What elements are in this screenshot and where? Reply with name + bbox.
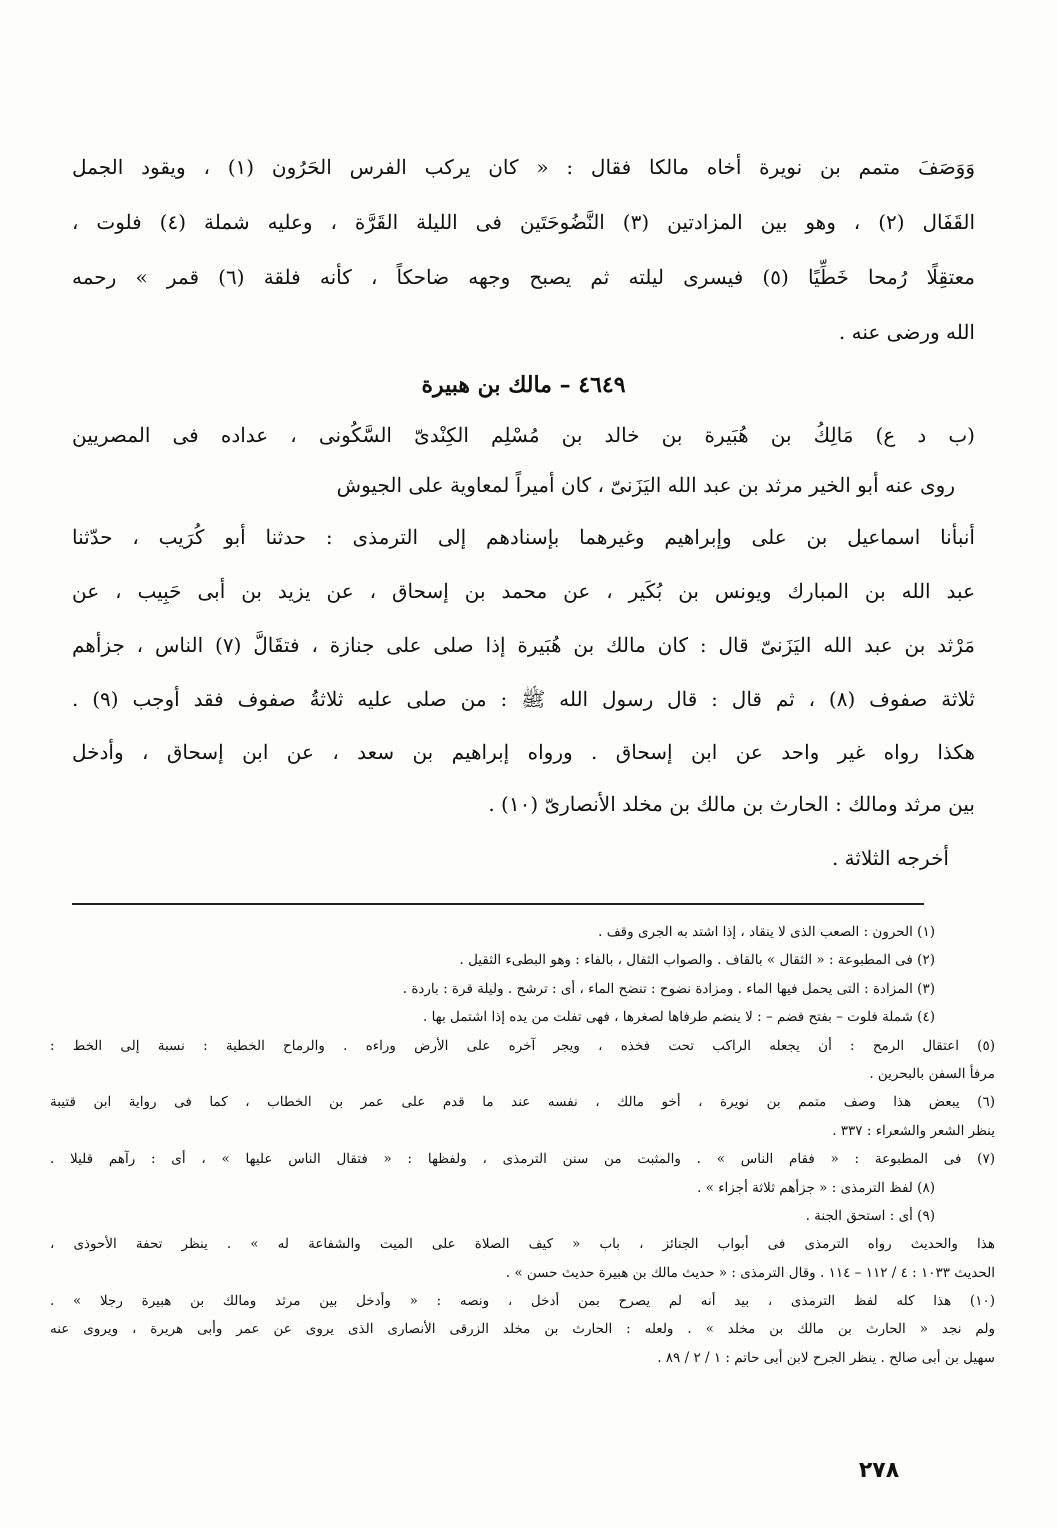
footnote-line: (١٠) هذا كله لفظ الترمذى ، بيد أنه لم يصرح بمن أدخل ، ونصه : « وأدخل بين مرثد ومالك بن هبيرة رجلا » . [50,1293,995,1310]
footnotes [50,918,995,1372]
footnote-divider [72,903,924,905]
text-line: مَرْثد بن عبد الله اليَزَنىّ قال : كان مالك بن هُبَيرة إذا صلى على جنازة ، فتقَالَّ (٧) الناس ، جزأهم [72,633,975,657]
footnote-line: (٧) فى المطبوعة : « فقام الناس » . والمثبت من سنن الترمذى ، ولفظها : « فتقال الناس عليها » ، أى : رآهم قليلا . [50,1151,995,1168]
text-line: بين مرثد ومالك : الحارث بن مالك بن مخلد الأنصارىّ (١٠) . [488,792,975,816]
footnote-line: (٥) اعتقال الرمح : أن يجعله الراكب تحت فخذه ، ويجر آخره على الأرض وراءه . والرماح الخطية : نسبة إلى الخط : [50,1037,995,1054]
main-text [72,140,975,886]
entry-heading: ٤٦٤٩ – مالك بن هبيرة [421,372,626,398]
footnote-line: ولم نجد « الحارث بن مالك بن مخلد » . ولعله : الحارث بن مخلد الزرقى الأنصارى الذى يروى عن عمر وأبى هريرة ، ويروى عنه [50,1321,995,1338]
text-line: روى عنه أبو الخير مرثد بن عبد الله اليَزَنىّ ، كان أميراً لمعاوية على الجيوش [336,473,955,497]
paragraph-description-of-malik [72,140,975,360]
page-number: ٢٧٨ [858,1458,900,1483]
text-line: وَوَصَفَ متمم بن نويرة أخاه مالكا فقال : « كان يركب الفرس الحَرُون (١) ، ويقود الجمل [72,155,975,179]
text-line: أنبأنا اسماعيل بن على وإبراهيم وغيرهما بإسنادهم إلى الترمذى : حدثنا أبو كُرَيب ، حدّثنا [72,525,975,549]
footnote-line: (٣) المزادة : التى يحمل فيها الماء . ومزادة نضوح : تنضح الماء ، أى : ترشح . وليلة قرة : باردة . [402,980,935,997]
text-line: عبد الله بن المبارك ويونس بن بُكَير ، عن محمد بن إسحاق ، عن يزيد بن أبى حَبِيب ، عن [72,579,975,603]
footnote-line: سهيل بن أبى صالح . ينظر الجرح لابن أبى حاتم : ١ / ٢ / ٨٩ . [657,1349,995,1366]
paragraph-entry-intro [72,410,975,510]
text-line: (ب د ع) مَالِكُ بن هُبَيرة بن خالد بن مُسْلِم الكِنْدىّ السَّكُونى ، عداده فى المصريين [72,423,975,447]
footnote-line: (٦) يبعض هذا وصف متمم بن نويرة ، أخو مالك ، نفسه عند ما قدم على عمر بن الخطاب ، كما فى رواية ابن قتيبة [50,1094,995,1111]
text-line: ثلاثة صفوف (٨) ، ثم قال : قال رسول الله ﷺ : من صلى عليه ثلاثةُ صفوف فقد أوجب (٩) . [72,687,975,711]
text-line: معتقِلًا رُمحا خَطِّيًا (٥) فيسرى ليلته ثم يصبح وجهه ضاحكاً ، كأنه فلقة (٦) قمر » رحمه [72,265,975,289]
footnote-line: الحديث ١٠٣٣ : ٤ / ١١٢ – ١١٤ . وقال الترمذى : « حديث مالك بن هبيرة حديث حسن » . [505,1264,995,1281]
text-line: الله ورضى عنه . [838,320,975,344]
footnote-line: مرفأ السفن بالبحرين . [869,1065,995,1082]
footnote-line: (١) الحرون : الصعب الذى لا ينقاد ، إذا اشتد به الجرى وقف . [598,924,935,940]
footnote-line: ينظر الشعر والشعراء : ٣٣٧ . [832,1122,995,1139]
footnote-line: هذا والحديث رواه الترمذى فى أبواب الجنائز ، باب « كيف الصلاة على الميت والشفاعة له » . ينظر تحفة الأحوذى ، [50,1236,995,1253]
footnote-line: (٤) شملة فلوت – بفتح فضم – : لا ينضم طرفاها لصغرها ، فهى تفلت من يده إذا اشتمل بها . [423,1009,935,1026]
text-line: القَفَال (٢) ، وهو بين المزادتين (٣) النَّضُوحَتَين فى الليلة القَرَّة ، وعليه شملة (٤) فلوت ، [72,210,975,234]
footnote-line: (٢) فى المطبوعة : « الثقال » بالقاف . والصواب الثفال ، بالفاء : وهو البطىء الثقيل . [459,952,935,969]
paragraph-hadith-chain [72,510,975,726]
paragraph-narration-note [72,726,975,830]
closing-line: أخرجه الثلاثة . [831,846,949,870]
footnote-line: (٩) أى : استحق الجنة . [805,1207,935,1224]
footnote-line: (٨) لفظ الترمذى : « جزأهم ثلاثة أجزاء » . [697,1179,935,1196]
text-line: هكذا رواه غير واحد عن ابن إسحاق . ورواه إبراهيم بن سعد ، عن ابن إسحاق ، وأدخل [72,740,975,764]
